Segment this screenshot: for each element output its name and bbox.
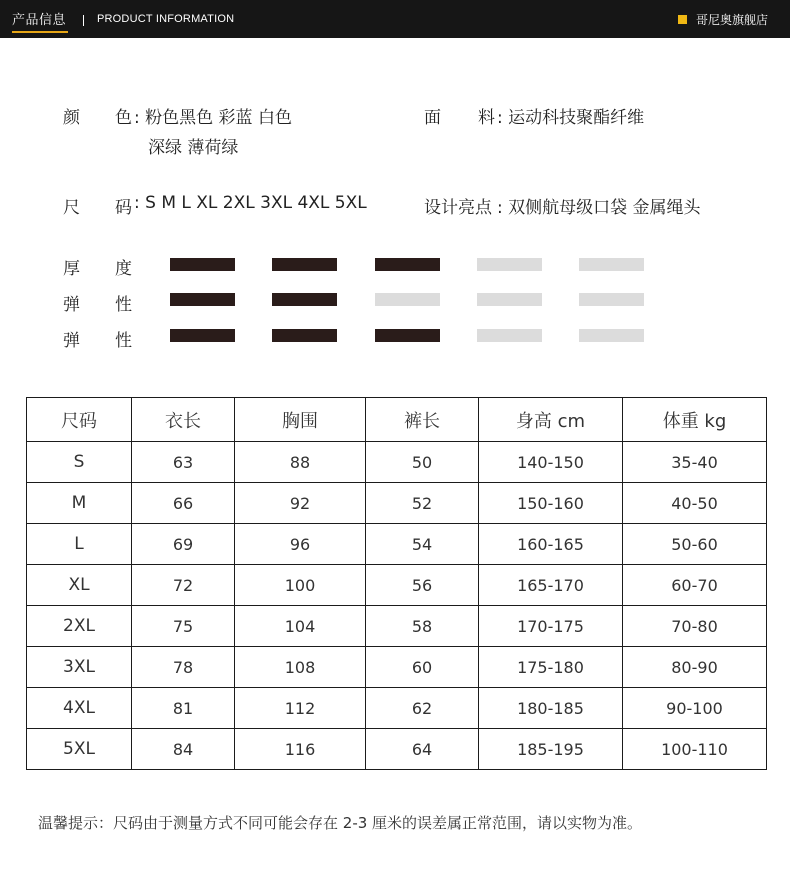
rating-bar-empty: [477, 293, 542, 306]
store-name: 哥尼奥旗舰店: [696, 13, 769, 27]
table-cell: 78: [132, 647, 235, 688]
table-header-row: [27, 398, 767, 442]
table-cell: 165-170: [479, 565, 623, 606]
table-body: [27, 442, 767, 770]
header-title-cn: 产品信息: [12, 13, 67, 28]
table-cell: 50-60: [623, 524, 767, 565]
rating-bar-empty: [477, 258, 542, 271]
size-label-char-2: 码: [115, 198, 132, 218]
table-cell: 50: [366, 442, 479, 483]
rating-bar-filled: [272, 293, 337, 306]
header-divider: [83, 15, 84, 26]
rating-label-char-2: 性: [115, 295, 132, 315]
table-cell: 80-90: [623, 647, 767, 688]
column-header: 身高 cm: [479, 398, 623, 442]
table-cell: 52: [366, 483, 479, 524]
table-row: [27, 606, 767, 647]
table-cell: 150-160: [479, 483, 623, 524]
table-cell: 3XL: [27, 647, 132, 688]
rating-label-char-2: 度: [115, 259, 132, 279]
column-header: 裤长: [366, 398, 479, 442]
size-tip: 温馨提示：尺码由于测量方式不同可能会存在 2-3 厘米的误差属正常范围，请以实物为准。: [38, 814, 643, 832]
table-cell: 58: [366, 606, 479, 647]
table-cell: 84: [132, 729, 235, 770]
rating-bar-empty: [579, 293, 644, 306]
table-cell: 75: [132, 606, 235, 647]
rating-bar-filled: [272, 258, 337, 271]
table-row: [27, 647, 767, 688]
table-cell: 175-180: [479, 647, 623, 688]
table-cell: 90-100: [623, 688, 767, 729]
size-label-char-1: 尺: [63, 198, 80, 218]
table-cell: 96: [235, 524, 366, 565]
table-cell: 112: [235, 688, 366, 729]
header-title-underline: [12, 31, 68, 33]
rating-bar-empty: [579, 258, 644, 271]
table-cell: 116: [235, 729, 366, 770]
table-cell: 108: [235, 647, 366, 688]
rating-label-char-1: 弹: [63, 295, 80, 315]
color-label-char-1: 颜: [63, 108, 80, 128]
color-value-line-2: 深绿 薄荷绿: [148, 138, 239, 158]
size-table: [26, 397, 767, 770]
table-cell: 72: [132, 565, 235, 606]
table-cell: 81: [132, 688, 235, 729]
table-cell: M: [27, 483, 132, 524]
highlight-label: 设计亮点: [424, 198, 492, 218]
color-value-line-1: : 粉色黑色 彩蓝 白色: [134, 108, 292, 128]
table-cell: 170-175: [479, 606, 623, 647]
table-cell: 60: [366, 647, 479, 688]
table-cell: 54: [366, 524, 479, 565]
rating-bar-empty: [375, 293, 440, 306]
table-cell: 56: [366, 565, 479, 606]
rating-label-char-1: 弹: [63, 331, 80, 351]
table-cell: 66: [132, 483, 235, 524]
fabric-value: : 运动科技聚酯纤维: [497, 108, 645, 128]
table-cell: 70-80: [623, 606, 767, 647]
store-square-icon: [678, 15, 687, 24]
table-cell: 185-195: [479, 729, 623, 770]
highlight-value: : 双侧航母级口袋 金属绳头: [497, 198, 701, 218]
rating-bar-filled: [272, 329, 337, 342]
table-cell: 5XL: [27, 729, 132, 770]
rating-bar-filled: [170, 258, 235, 271]
table-cell: 60-70: [623, 565, 767, 606]
column-header: 衣长: [132, 398, 235, 442]
column-header: 胸围: [235, 398, 366, 442]
table-cell: 180-185: [479, 688, 623, 729]
table-cell: 64: [366, 729, 479, 770]
table-row: [27, 442, 767, 483]
table-cell: 2XL: [27, 606, 132, 647]
fabric-label-char-1: 面: [424, 108, 441, 128]
table-row: [27, 565, 767, 606]
table-cell: 140-150: [479, 442, 623, 483]
rating-bar-filled: [170, 293, 235, 306]
table-row: [27, 483, 767, 524]
table-cell: 104: [235, 606, 366, 647]
table-cell: 63: [132, 442, 235, 483]
rating-label-char-2: 性: [115, 331, 132, 351]
table-cell: 40-50: [623, 483, 767, 524]
header-title-en: PRODUCT INFORMATION: [97, 13, 235, 25]
table-cell: 62: [366, 688, 479, 729]
table-cell: 4XL: [27, 688, 132, 729]
table-cell: 92: [235, 483, 366, 524]
table-cell: 100: [235, 565, 366, 606]
fabric-label-char-2: 料: [478, 108, 495, 128]
rating-bar-filled: [375, 329, 440, 342]
table-cell: 88: [235, 442, 366, 483]
table-row: [27, 729, 767, 770]
rating-bar-filled: [170, 329, 235, 342]
table-cell: XL: [27, 565, 132, 606]
rating-bar-filled: [375, 258, 440, 271]
table-cell: S: [27, 442, 132, 483]
color-label-char-2: 色: [115, 108, 132, 128]
column-header: 尺码: [27, 398, 132, 442]
size-value: : S M L XL 2XL 3XL 4XL 5XL: [134, 193, 367, 213]
rating-bar-empty: [477, 329, 542, 342]
table-row: [27, 688, 767, 729]
column-header: 体重 kg: [623, 398, 767, 442]
table-cell: 160-165: [479, 524, 623, 565]
rating-bar-empty: [579, 329, 644, 342]
table-cell: 100-110: [623, 729, 767, 770]
table-cell: 69: [132, 524, 235, 565]
header-bar: [0, 0, 790, 38]
rating-label-char-1: 厚: [63, 259, 80, 279]
table-row: [27, 524, 767, 565]
table-cell: L: [27, 524, 132, 565]
table-cell: 35-40: [623, 442, 767, 483]
